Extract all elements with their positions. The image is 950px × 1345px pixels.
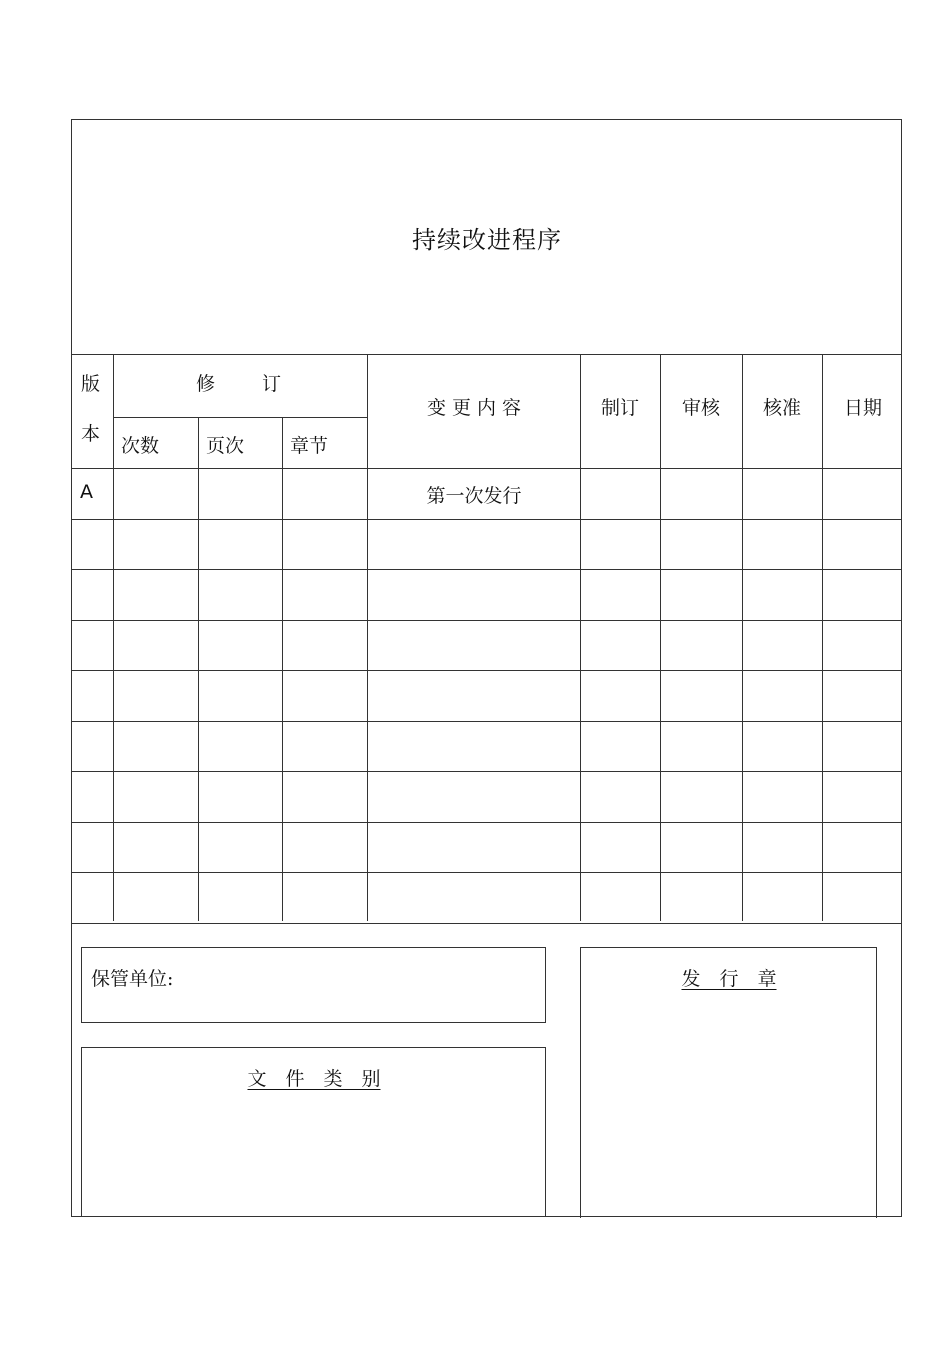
custodian-label: 保管单位: [91, 968, 174, 990]
document-title: 持续改进程序 [412, 226, 562, 254]
header-date: 日期 [843, 397, 883, 419]
header-revision-2: 订 [262, 373, 282, 395]
table-row [72, 873, 902, 924]
header-change-content: 变 更 内 容 [426, 397, 522, 419]
header-version-1: 版 [81, 373, 101, 395]
header-section: 章节 [290, 435, 329, 457]
header-reviewed: 审核 [681, 397, 721, 419]
table-row [72, 823, 902, 874]
table-row [72, 772, 902, 823]
table-row [72, 469, 902, 520]
cell-content: 第一次发行 [426, 485, 522, 507]
table-row [72, 722, 902, 773]
header-prepared: 制订 [600, 397, 640, 419]
header-version-2: 本 [81, 423, 101, 445]
table-row [72, 621, 902, 672]
issue-stamp-label: 发 行 章 [681, 968, 777, 990]
header-revision-1: 修 [196, 373, 216, 395]
doc-category-label: 文 件 类 别 [247, 1068, 381, 1090]
issue-stamp-box [580, 947, 877, 1218]
header-page: 页次 [206, 435, 245, 457]
revision-subheader-divider [113, 417, 367, 418]
title-divider [72, 354, 902, 355]
table-row [72, 570, 902, 621]
cell-version: A [80, 481, 93, 503]
table-row [72, 520, 902, 571]
table-row [72, 671, 902, 722]
header-count: 次数 [121, 435, 160, 457]
header-approved: 核准 [762, 397, 802, 419]
doc-category-box [81, 1047, 546, 1217]
custodian-box [81, 947, 546, 1023]
